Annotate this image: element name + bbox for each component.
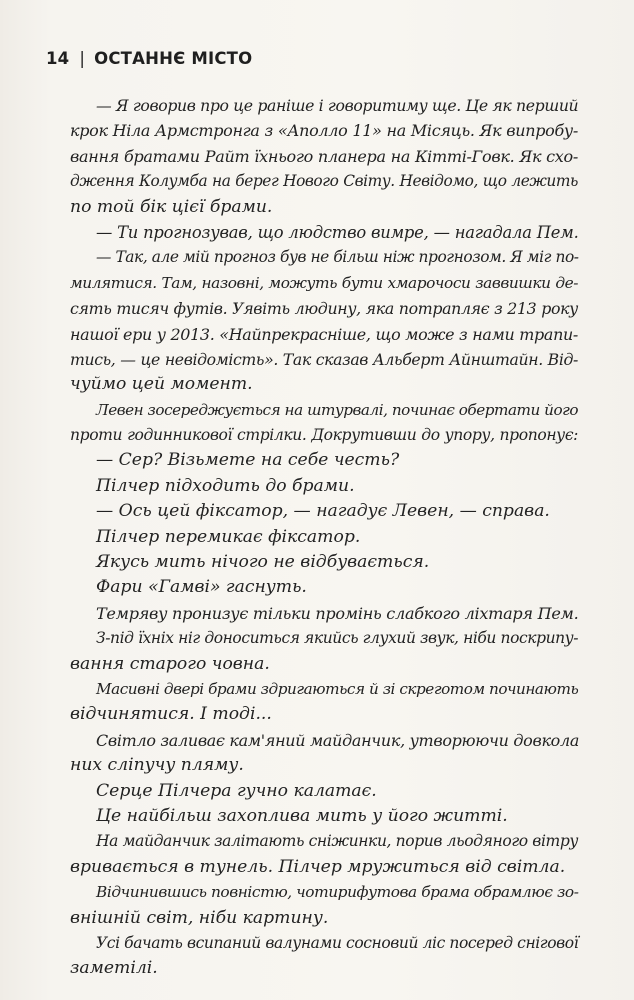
text-line: Темряву пронизує тільки промінь слабкого ліхтаря Пем.: [96, 603, 579, 623]
text-line: нашої ери у 2013. «Найпрекрасніше, що може з нами трапи-: [70, 324, 578, 344]
text-line: На майданчик залітають сніжинки, порив льодяного вітру: [96, 832, 579, 851]
text-line: дження Колумба на берег Нового Світу. Невідомо, що лежить: [70, 172, 578, 191]
body-text: [70, 93, 578, 982]
text-line: вання братами Райт їхнього планера на Кітті-Говк. Як схо-: [70, 146, 578, 166]
text-line: вання старого човна.: [70, 653, 270, 674]
text-line: — Так, але мій прогноз був не більш ніж прогнозом. Я міг по-: [96, 248, 579, 267]
text-line: Усі бачать всипаний валунами сосновий ліс посеред снігової: [96, 933, 579, 952]
text-line: відчинятися. І тоді...: [70, 704, 272, 725]
text-line: — Ось цей фіксатор, — нагадує Левен, — справа.: [96, 501, 550, 522]
text-line: крок Ніла Армстронга з «Аполло 11» на Місяць. Як випробу-: [70, 121, 578, 141]
text-line: чуймо цей момент.: [70, 374, 253, 395]
text-line: З-під їхніх ніг доноситься якийсь глухий звук, ніби поскрипу-: [96, 629, 579, 648]
book-title: ОСТАННЄ МІСТО: [94, 49, 253, 68]
text-line: вривається в тунель. Пілчер мружиться від світла.: [70, 856, 566, 877]
text-line: милятися. Там, назовні, можуть бути хмарочоси заввишки де-: [70, 273, 578, 292]
text-line: — Сер? Візьмете на себе честь?: [96, 450, 400, 471]
page-number: 14: [46, 49, 70, 68]
text-line: Пілчер перемикає фіксатор.: [96, 526, 361, 547]
text-line: Левен зосереджується на штурвалі, починає обертати його: [96, 400, 579, 419]
text-line: Світло заливає кам'яний майданчик, утворюючи довкола: [96, 730, 580, 750]
text-line: Фари «Гамві» гаснуть.: [96, 577, 307, 598]
text-line: заметілі.: [70, 958, 158, 979]
text-line: них сліпучу пляму.: [70, 755, 244, 776]
text-line: проти годинникової стрілки. Докрутивши до упору, пропонує:: [70, 426, 578, 445]
text-line: внішній світ, ніби картину.: [70, 907, 329, 928]
text-line: Це найбільш захоплива мить у його житті.: [96, 805, 508, 826]
text-line: сять тисяч футів. Уявіть людину, яка потрапляє з 213 року: [70, 299, 578, 319]
text-line: Масивні двері брами здригаються й зі скреготом починають: [96, 679, 579, 698]
running-head: [46, 49, 252, 68]
header-separator: |: [79, 49, 86, 68]
text-line: Відчинившись повністю, чотирифутова брама обрамлює зо-: [96, 883, 579, 902]
text-line: Серце Пілчера гучно калатає.: [96, 780, 377, 801]
text-line: — Я говорив про це раніше і говоритиму ще. Це як перший: [96, 96, 579, 115]
text-line: — Ти прогнозував, що людство вимре, — нагадала Пем.: [96, 222, 579, 242]
text-line: Якусь мить нічого не відбувається.: [96, 552, 430, 573]
text-line: по той бік цієї брами.: [70, 196, 273, 217]
text-line: Пілчер підходить до брами.: [96, 475, 355, 496]
text-line: тись, — це невідомість». Так сказав Альберт Айнштайн. Від-: [70, 349, 578, 369]
